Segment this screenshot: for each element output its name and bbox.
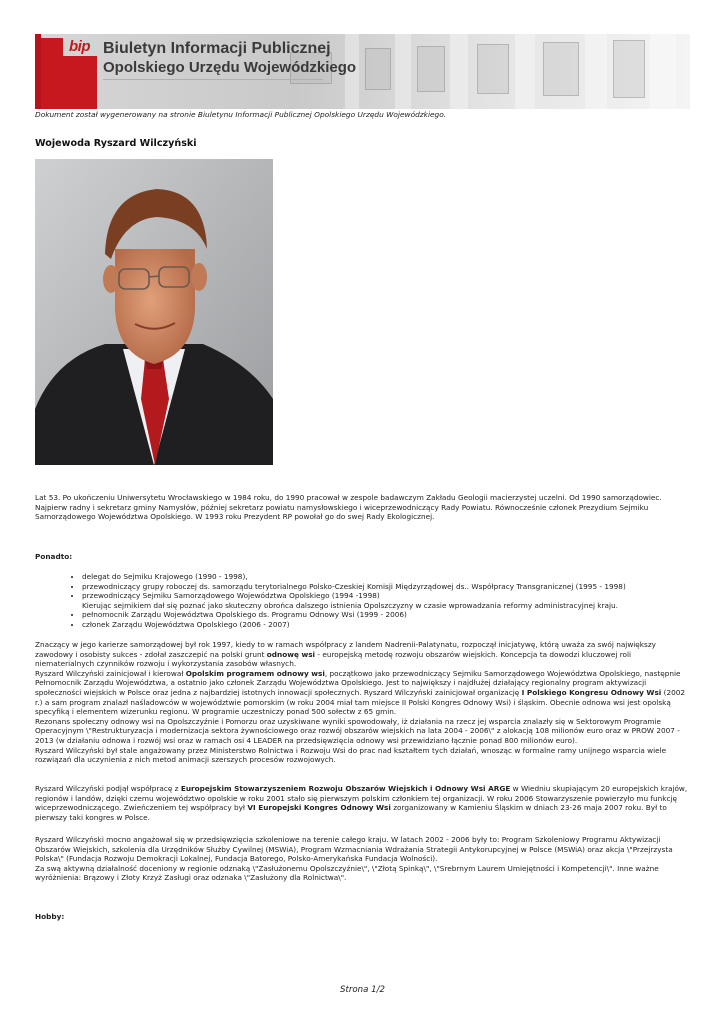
body-paragraph: Rezonans społeczny odnowy wsi na Opolszczyźnie i Pomorzu oraz uzyskiwane wyniki spowodowały, iż działania na rzecz jej wsparcia znalazły się w Sektorowym Programie Operacyjnym \"Restrukturyzacja i modernizacja sektora żywnościowego oraz rozwój obszarów wiejskich na lata 2004 - 2006\" z alokacją 108 milionów euro oraz w PROW 2007 - 2013 (w działaniu odnowa i rozwój wsi oraz w ramach osi 4 LEADER na przedsięwzięcia odnowy wsi przewidziano łącznie ponad 800 milionów euro). — [35, 716, 680, 745]
roles-list — [35, 572, 690, 630]
body-section-training — [35, 835, 690, 883]
bold-term: I Polskiego Kongresu Odnowy Wsi — [521, 687, 662, 697]
intro-paragraph — [35, 493, 690, 522]
bold-term: Opolskim programem odnowy wsi — [185, 668, 325, 678]
ponadto-heading: Ponadto: — [35, 552, 73, 561]
bold-term: odnowę wsi — [266, 649, 316, 659]
banner-divider — [103, 79, 323, 80]
bip-title-line2: Opolskiego Urzędu Wojewódzkiego — [103, 59, 357, 76]
page-number: Strona 1/2 — [340, 985, 385, 995]
bip-header-banner — [35, 34, 690, 109]
bold-term: Europejskim Stowarzyszeniem Rozwoju Obszarów Wiejskich i Odnowy Wsi ARGE — [180, 784, 511, 793]
list-item: • przewodniczący grupy roboczej ds. samorządu terytorialnego Polsko-Czeskiej Komisji Międzyrządowej ds.. Współpracy Transgranicznej (1995 - 1998) — [82, 582, 690, 592]
bip-title-line1: Biuletyn Informacji Publicznej — [103, 40, 331, 57]
portrait-photo — [35, 159, 273, 465]
body-paragraph: Ryszard Wilczyński był stale angażowany przez Ministerstwo Rolnictwa i Rozwoju Wsi do prac nad kształtem tych działań, wnosząc w formalne ramy unijnego wsparcia wiele rozwiązań dla uczynienia z nich metod animacji szerszych procesów rozwojowych. — [35, 745, 667, 765]
hobby-heading: Hobby: — [35, 912, 65, 921]
body-paragraph: Ryszard Wilczyński podjął współpracę z Europejskim Stowarzyszeniem Rozwoju Obszarów Wiejskich i Odnowy Wsi ARGE w Wiedniu skupiającym 20 europejskich krajów, regionów i landów, dzięki czemu województwo opolskie w roku 2001 stało się pierwszym polskim członkiem tej organizacji. W roku 2006 Stowarzyszenie powierzyło mu funkcję wiceprzewodniczącego. Zwieńczeniem tej współpracy był VI Europejski Kongres Odnowy Wsi zorganizowany w Kamieniu Śląskim w dniach 23-26 maja 2007 roku. Był to pierwszy taki kongres w Polsce. — [35, 784, 688, 822]
bip-logo-text: bip — [69, 38, 90, 55]
intro-text: Lat 53. Po ukończeniu Uniwersytetu Wrocławskiego w 1984 roku, do 1990 pracował w zespole badawczym Zakładu Geologii macierzystej uczelni. Od 1990 samorządowiec. Najpierw radny i sekretarz gminy Namysłów, później sekretarz powiatu namysłowskiego i wiceprzewodniczący Rady Powiatu. Równocześnie członek Prezydium Sejmiku Samorządowego Województwa Opolskiego. W 1993 roku Prezydent RP powołał go do swej Rady Ekologicznej. — [35, 493, 662, 522]
list-subnote: Kierując sejmikiem dał się poznać jako skuteczny obrońca dalszego istnienia Opolszczyzny w czasie wprowadzania reformy administracyjnej kraju. — [82, 600, 618, 610]
list-item: • pełnomocnik Zarządu Województwa Opolskiego ds. Programu Odnowy Wsi (1999 - 2006) — [82, 610, 690, 620]
list-item: • członek Zarządu Województwa Opolskiego (2006 - 2007) — [82, 620, 690, 630]
body-paragraph: Za swą aktywną działalność doceniony w regionie odznaką \"Zasłużonemu Opolszczyźnie\", \"Złotą Spinką\", \"Srebrnym Laurem Umiejętności i Kompetencji\". Inne ważne wyróżnienia: Brązowy i Złoty Krzyż Zasługi oraz odznaka \"Zasłużony dla Rolnictwa\". — [35, 863, 659, 883]
list-item-text: przewodniczący Sejmiku Samorządowego Województwa Opolskiego (1994 -1998) — [82, 591, 380, 601]
bip-logo-red-block — [35, 56, 97, 109]
body-section-odnowa — [35, 640, 690, 765]
bold-term: VI Europejski Kongres Odnowy Wsi — [247, 803, 391, 813]
bip-logo-stripe — [35, 34, 41, 109]
page-title: Wojewoda Ryszard Wilczyński — [35, 138, 197, 149]
list-item — [82, 591, 690, 610]
body-section-arge — [35, 784, 690, 822]
generated-note: Dokument został wygenerowany na stronie Biuletynu Informacji Publicznej Opolskiego Urzędu Wojewódzkiego. — [35, 110, 447, 119]
body-paragraph: Ryszard Wilczyński mocno angażował się w przedsięwzięcia szkoleniowe na terenie całego kraju. W latach 2002 - 2006 były to: Program Szkoleniowy Programu Aktywizacji Obszarów Wiejskich, szkolenia dla Urzędników Służby Cywilnej (MSWiA), Program Wzmacniania Wdrażania Strategii Antykorupcyjnej w Polsce (MSWiA) oraz akcja \"Przejrzysta Polska\" (Fundacja Rozwoju Demokracji Lokalnej, Fundacja Batorego, Polsko-Amerykańska Fundacja Wolności). — [35, 835, 673, 864]
body-paragraph: Znaczący w jego karierze samorządowej był rok 1997, kiedy to w ramach współpracy z landem Nadrenii-Palatynatu, rozpoczął inicjatywę, którą uważa za swój największy zawodowy i osobisty sukces - zdołał zaszczepić na polski grunt odnowę wsi - europejską metodę rozwoju obszarów wiejskich. Koncepcja ta dowodzi kluczowej roli niematerialnych czynników rozwoju i wykorzystania zasobów własnych. — [35, 640, 656, 669]
body-paragraph: Ryszard Wilczyński zainicjował i kierował Opolskim programem odnowy wsi, początkowo jako przewodniczący Sejmiku Samorządowego Województwa Opolskiego, następnie Pełnomocnik Zarządu Województwa, a ostatnio jako członek Zarządu Województwa Opolskiego. Jest to największy i najdłużej działający regionalny program aktywizacji społeczności wiejskich w Polsce oraz jedna z najbardziej istotnych innowacji społecznych. Ryszard Wilczyński zainicjował organizację I Polskiego Kongresu Odnowy Wsi (2002 r.) a sam program znalazł naśladowców w województwie pomorskim (w roku 2004 miał tam miejsce II Polski Kongres Odnowy Wsi) i śląskim. Obecnie odnowa wsi jest opolską specyfiką i elementem wizerunku regionu. W programie uczestniczy ponad 500 sołectw z 65 gmin. — [35, 668, 686, 717]
list-item: • delegat do Sejmiku Krajowego (1990 - 1998), — [82, 572, 690, 582]
